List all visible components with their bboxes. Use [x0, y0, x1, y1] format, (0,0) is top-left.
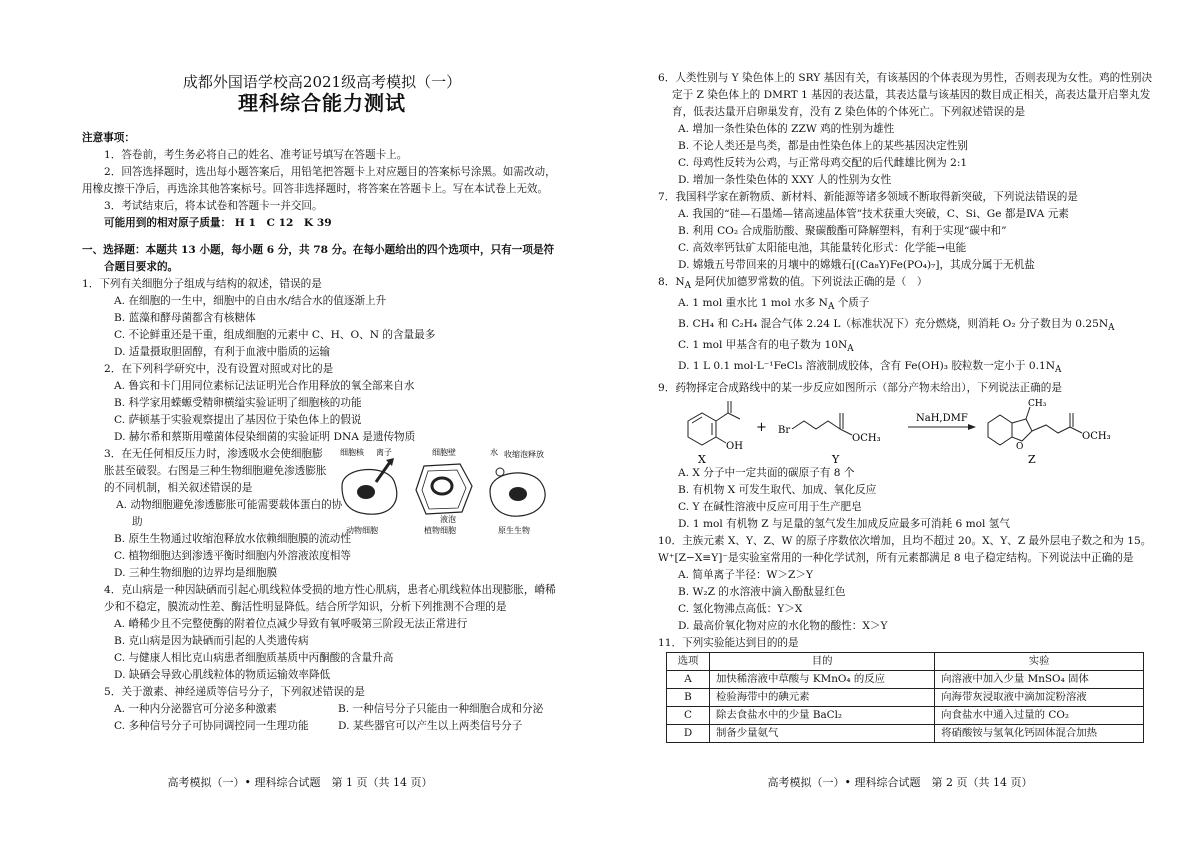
q1-option-d: D. 适量摄取胆固醇，有利于血液中脂质的运输 — [114, 346, 331, 358]
x-oh-bond — [716, 437, 726, 443]
z-benzene-ring — [988, 415, 1012, 445]
table-cell: 除去食盐水中的少量 BaCl₂ — [710, 706, 935, 724]
q3-option-b: B. 原生生物通过收缩泡释放水依赖细胞膜的流动性 — [114, 533, 351, 545]
notice-3: 3．考试结束后，将本试卷和答题卡一并交回。 — [104, 200, 323, 212]
plant-vacuole — [432, 478, 452, 494]
table-cell: 将硝酸铵与氢氧化钙固体混合加热 — [935, 724, 1144, 742]
compound-z-label: Z — [1028, 452, 1036, 465]
y-och3-label: OCH₃ — [852, 432, 881, 444]
plant-cell-wall — [416, 464, 472, 514]
page-1-footer: 高考模拟（一）• 理科综合试题 第 1 页（共 14 页） — [167, 776, 433, 789]
q7-option-d: D. 嫦娥五号带回来的月壤中的嫦娥石[(Ca₈Y)Fe(PO₄)₇]，其成分属于无机盐 — [678, 259, 1035, 271]
table-cell: D — [667, 724, 710, 742]
compound-y-label: Y — [832, 452, 840, 465]
q4-option-b: B. 克山病是因为缺硒而引起的人类遗传病 — [114, 635, 309, 647]
page-1-column — [82, 70, 562, 735]
q10-stem: 10．主族元素 X、Y、Z、W 的原子序数依次增加，且均不超过 20。X、Y、Z 最外层电子数之和为 15。W⁺[Z−X≡Y]⁻是实验室常用的一种化学试剂，所有元素都满足 8 电子稳定结构。下列说法中正确的是 — [658, 534, 1152, 564]
q10-option-c: C. 氢化物沸点高低：Y＞X — [678, 602, 803, 615]
q11-table — [666, 652, 1144, 743]
page-2 — [600, 0, 1200, 848]
reaction-scheme — [668, 399, 1153, 465]
q6-option-d: D. 增加一条性染色体的 XXY 人的性别为女性 — [678, 174, 892, 186]
q6-stem: 6．人类性别与 Y 染色体上的 SRY 基因有关，有该基因的个体表现为男性，否则表现为女性。鸡的性别决定于 Z 染色体上的 DMRT 1 基因的表达量，其表达量与该基因的数目成正相关，高表达量开启睾丸发育，低表达量开启卵巢发育，没有 Z 染色体的个体死亡。下列叙述错误的是 — [658, 72, 1153, 118]
fig-label-nucleus: 细胞核 — [340, 448, 364, 457]
table-row — [667, 688, 1144, 706]
fig-label-animal: 动物细胞 — [346, 526, 378, 535]
plus-sign: + — [756, 419, 767, 435]
plant-cell-membrane — [422, 470, 466, 509]
atomic-masses: 可能用到的相对原子质量： H 1 C 12 K 39 — [104, 217, 332, 229]
y-br-label: Br — [778, 424, 791, 436]
y-ester-bond — [840, 429, 852, 435]
q7-stem: 7．我国科学家在新物质、新材料、新能源等诸多领域不断取得新突破，下列说法错误的是 — [658, 191, 1078, 203]
q9-option-c: C. Y 在碱性溶液中反应可用于生产肥皂 — [678, 500, 862, 513]
table-cell: 向食盐水中通入过量的 CO₂ — [935, 706, 1144, 724]
fig-label-vacuole-release: 收缩泡释放 — [504, 450, 544, 459]
q9-stem: 9．药物择定合成路线中的某一步反应如图所示（部分产物未给出），下列说法正确的是 — [658, 381, 1062, 394]
page-2-column — [658, 70, 1153, 743]
q8-option-b: B. CH₄ 和 C₂H₄ 混合气体 2.24 L（标准状况下）充分燃烧，则消耗 O₂ 分子数目为 $0.25N_A$ — [678, 318, 1115, 334]
table-cell: 向海带灰浸取液中滴加淀粉溶液 — [935, 688, 1144, 706]
q3-stem: 3．在无任何相反压力时，渗透吸水会使细胞膨胀甚至破裂。右图是三种生物细胞避免渗透膨胀的不同机制，相关叙述错误的是 — [104, 448, 327, 494]
q2-option-b: B. 科学家用蝾螈受精卵横缢实验证明了细胞核的功能 — [114, 397, 362, 409]
notice-title: 注意事项： — [82, 132, 135, 144]
fig-label-water: 水 — [490, 448, 498, 457]
q8-option-a: A. 1 mol 重水比 1 mol 水多 $N_A$ 个质子 — [678, 297, 870, 313]
x-carbonyl-bond — [716, 413, 728, 421]
table-row — [667, 670, 1144, 688]
table-cell: 加快稀溶液中草酸与 KMnO₄ 的反应 — [710, 670, 935, 688]
q3-option-c: C. 植物细胞达到渗透平衡时细胞内外溶液浓度相等 — [114, 550, 351, 562]
table-row — [667, 706, 1144, 724]
x-methyl-bond — [728, 413, 740, 419]
q5-option-b: B. 一种信号分子只能由一种细胞合成和分泌 — [338, 703, 544, 715]
q2-stem: 2．在下列科学研究中，没有设置对照或对比的是 — [104, 363, 334, 375]
q5-option-a: A. 一种内分泌器官可分泌多种激素 — [114, 703, 277, 715]
q4-option-c: C. 与健康人相比克山病患者细胞质基质中丙酮酸的含量升高 — [114, 652, 394, 664]
q11-header-purpose: 目的 — [710, 652, 935, 670]
q6-option-a: A. 增加一条性染色体的 ZZW 鸡的性别为雄性 — [678, 123, 895, 135]
table-cell: 检验海带中的碘元素 — [710, 688, 935, 706]
z-ester-bond — [1070, 427, 1082, 433]
contractile-vacuole — [496, 468, 504, 476]
z-och3-label: OCH₃ — [1082, 430, 1111, 442]
reaction-svg — [668, 399, 1138, 465]
table-cell: B — [667, 688, 710, 706]
page-2-footer: 高考模拟（一）• 理科综合试题 第 2 页（共 14 页） — [767, 776, 1033, 789]
q10-option-a: A. 简单离子半径：W＞Z＞Y — [678, 568, 813, 581]
q10-option-b: B. W₂Z 的水溶液中滴入酚酞显红色 — [678, 585, 846, 598]
q7-option-b: B. 利用 CO₂ 合成脂肪酸、聚碳酸酯可降解塑料，有利于实现“碳中和” — [678, 225, 1007, 237]
ion-arrow — [376, 462, 390, 482]
table-cell: C — [667, 706, 710, 724]
q11-header-experiment: 实验 — [935, 652, 1144, 670]
table-cell: 向溶液中加入少量 MnSO₄ 固体 — [935, 670, 1144, 688]
fig-label-cell-wall: 细胞壁 — [432, 448, 456, 457]
table-row — [667, 724, 1144, 742]
q8-option-d: D. 1 L 0.1 mol·L⁻¹FeCl₃ 溶液制成胶体，含有 Fe(OH)₃ 胶粒数一定小于 $0.1N_A$ — [678, 360, 1062, 376]
q4-stem: 4．克山病是一种因缺硒而引起心肌线粒体受损的地方性心肌病，患者心肌线粒体出现膨胀，嵴稀少和不稳定，膜流动性差、酶活性明显降低。结合所学知识，分析下列推测不合理的是 — [104, 584, 556, 613]
q6-option-c: C. 母鸡性反转为公鸡，与正常母鸡交配的后代雌雄比例为 2:1 — [678, 157, 968, 169]
fig-label-vacuole: 液泡 — [440, 515, 456, 524]
reaction-arrowhead — [968, 424, 976, 430]
z-furan-ring — [1012, 419, 1032, 441]
q2-option-c: C. 萨顿基于实验观察提出了基因位于染色体上的假说 — [114, 414, 362, 426]
q11-header-row — [667, 652, 1144, 670]
z-side-chain — [1032, 425, 1070, 433]
section-heading: 一、选择题：本题共 13 小题，每小题 6 分，共 78 分。在每小题给出的四个选项中，只有一项是符合题目要求的。 — [82, 244, 555, 273]
table-cell: A — [667, 670, 710, 688]
q2-option-a: A. 鲁宾和卡门用同位素标记法证明光合作用释放的氧全部来自水 — [114, 380, 415, 392]
q2-option-d: D. 赫尔希和蔡斯用噬菌体侵染细菌的实验证明 DNA 是遗传物质 — [114, 431, 416, 443]
compound-x-label: X — [698, 452, 706, 465]
q5-options-row1 — [82, 701, 562, 718]
x-oh-label: OH — [726, 440, 743, 452]
q10-option-d: D. 最高价氧化物对应的水化物的酸性：X＞Y — [678, 619, 888, 632]
exam-title: 理科综合能力测试 — [238, 91, 406, 115]
osmosis-cell-figure — [332, 446, 562, 536]
q4-option-d: D. 缺硒会导致心肌线粒体的物质运输效率降低 — [114, 669, 331, 681]
q1-stem: 1．下列有关细胞分子组成与结构的叙述，错误的是 — [82, 278, 322, 290]
q3-option-a: A. 动物细胞避免渗透膨胀可能需要载体蛋白的协助 — [116, 499, 343, 528]
notice-1: 1．答卷前，考生务必将自己的姓名、准考证号填写在答题卡上。 — [104, 149, 408, 161]
q5-option-c: C. 多种信号分子可协同调控同一生理功能 — [114, 720, 309, 732]
q1-option-b: B. 蓝藻和酵母菌都含有核糖体 — [114, 312, 256, 324]
q4-option-a: A. 嵴稀少且不完整使酶的附着位点减少导致有氧呼吸第三阶段无法正常进行 — [114, 618, 468, 630]
y-chain — [792, 421, 840, 429]
q1-option-a: A. 在细胞的一生中，细胞中的自由水/结合水的值逐渐上升 — [114, 295, 387, 307]
q7-option-a: A. 我国的“硅—石墨烯—锗高速晶体管”技术获重大突破，C、Si、Ge 都是ⅣA 元素 — [678, 208, 1069, 220]
q3-option-d: D. 三种生物细胞的边界均是细胞膜 — [114, 567, 278, 579]
q9-option-b: B. 有机物 X 可发生取代、加成、氧化反应 — [678, 483, 877, 496]
fig-label-ion: 离子 — [376, 448, 392, 457]
q8-stem: 8．$N_A$ 是阿伏加德罗常数的值。下列说法正确的是（ ） — [658, 276, 928, 292]
q3-block — [82, 446, 562, 535]
q5-stem: 5．关于激素、神经递质等信号分子，下列叙述错误的是 — [104, 686, 365, 698]
protist-nucleus — [509, 487, 527, 501]
fig-label-plant: 植物细胞 — [424, 526, 456, 535]
q5-option-d: D. 某些器官可以产生以上两类信号分子 — [338, 720, 523, 732]
q6-option-b: B. 不论人类还是鸟类，都是由性染色体上的某些基因决定性别 — [678, 140, 968, 152]
fig-label-protist: 原生生物 — [498, 526, 530, 535]
q7-option-c: C. 高效率钙钛矿太阳能电池，其能量转化形式：化学能→电能 — [678, 242, 967, 254]
q9-option-d: D. 1 mol 有机物 Z 与足量的氢气发生加成反应最多可消耗 6 mol 氢气 — [678, 517, 1010, 530]
animal-nucleus — [357, 485, 375, 499]
q8-option-c: C. 1 mol 甲基含有的电子数为 $10N_A$ — [678, 339, 854, 355]
q9-option-a: A. X 分子中一定共面的碳原子有 8 个 — [678, 466, 855, 479]
school-title: 成都外国语学校高2021级高考模拟（一） — [182, 73, 462, 91]
table-cell: 制备少量氨气 — [710, 724, 935, 742]
z-o-label: O — [1016, 441, 1024, 452]
notice-2: 2．回答选择题时，选出每小题答案后，用铅笔把答题卡上对应题目的答案标号涂黑。如需改动，用橡皮擦干净后，再选涂其他答案标号。回答非选择题时，将答案在答题卡上。写在本试卷上无效。 — [82, 166, 556, 195]
q1-option-c: C. 不论鲜重还是干重，组成细胞的元素中 C、H、O、N 的含量最多 — [114, 329, 436, 341]
q11-stem: 11．下列实验能达到目的的是 — [658, 636, 799, 649]
z-ch3-label: CH₃ — [1028, 398, 1047, 409]
q5-options-row2 — [82, 718, 562, 735]
q11-header-option: 选项 — [667, 652, 710, 670]
reaction-conditions: NaH,DMF — [916, 412, 968, 424]
